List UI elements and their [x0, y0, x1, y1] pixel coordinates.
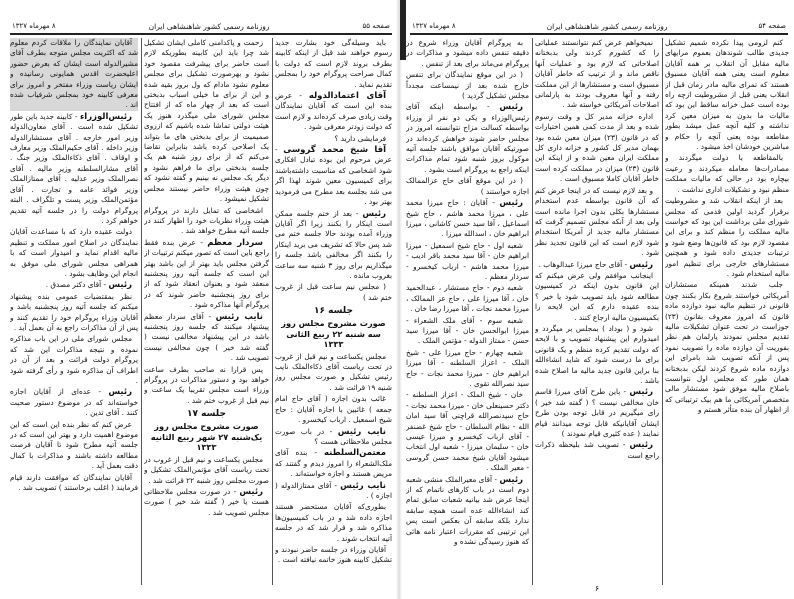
paragraph-text: اداره خزانه مدیر کل و وقت رسوم شده و بعد از مدت کمی همین اختیارات که در قانون (۲۳) میزان معین شده بود بهمان مدیر کل کشور و خزانه داری کل مملکت ایران معین شده و از اینکه این قانون (۲۳) میزان در مملکت کرده است خاطر آقایان کاملا مسبوق است . [535, 111, 659, 184]
paragraph [406, 102, 529, 175]
paragraph [275, 502, 392, 544]
paragraph-text: شعبه چهارم - حاج میرزا علی - شیخ الملک - اعزاز السلطنه - آقا میرزا ابراهیم خان - میرزا محمد نجات - حاج سید نصرالله تقوی . [406, 347, 529, 388]
paragraph [144, 206, 269, 237]
session-subheading: صورت مشروح مجلس روز سه شنبه ۲۲ ربیع الثانی ۱۳۳۳ [281, 318, 386, 350]
paragraph [406, 38, 529, 69]
paragraph-text: بعد از اینکه انقلاب شد و مشروطیت برقرار گردید اولین قدمی که مجلس شورای ملی برداشت این بود که خواست مالیه مملکت را منظم کند و برای این مقصود لازم بود که قانون‌ها وضع شود و ترتیبات جدیدی داده شود و همچنین مستشارهای خارجی برای تنظیم امور مالیه استخدام شود . [665, 196, 789, 278]
paragraph [275, 145, 392, 207]
paragraph [535, 324, 659, 386]
paragraph [10, 420, 138, 472]
paragraph-text: پس قرارا نه صاحب بطرف ساعت خواهد بود و دستور مذاکرات در پروگرام وزراء است مجلس تقریبا یک ساعت و نیم قبل از غروب ختم شد . [144, 364, 269, 405]
speaker-name: معتمن‌السلطنه [323, 448, 386, 459]
paragraph-text: به پروگرام آقایان وزراء شروع در دقیقه تنفس داده میشود و مذاکرات در پروگرام می‌ماند برای بعد از تنفس . [406, 38, 529, 68]
column-divider [662, 38, 663, 585]
paragraph [275, 394, 392, 425]
paragraph-text: شود و ( بوداد ) بمجلس بر میگردد و امیدوارم این پیشنهاد تصویب و با لایحه که دولت تقدیم کرده منظم و یک قانونی برای ما درست شود که شاید انشاءالله بنا براین قانون جدید مالیه ما اصلاح شده باشد . [535, 323, 659, 385]
paragraph [406, 70, 529, 101]
speaker-name: رئیس [362, 208, 386, 219]
paragraph-text: و بعد لازم نیست که در اینجا عرض کنم که آن قانون بواسطه عدم استخدام مستشارها بکلی بدون اجرا مانده است ولی بعد از آنکه مجلس تصمیم گرفت که مستشار مالیه جدید از آمریکا استخدام شود لازم است که این قانون تجدید نظر شود . [535, 185, 659, 258]
paragraph-text: - آقای دکتر مصدق . [45, 280, 109, 290]
text-column [406, 38, 529, 581]
header-rule [410, 33, 788, 35]
paragraph [10, 292, 138, 334]
paragraph [275, 282, 392, 303]
speaker-name: رئیس [108, 387, 132, 398]
newspaper-title: روزنامه رسمی کشور شاهنشاهی ایران [148, 21, 270, 31]
paragraph-text: غائب بدون اجازه ( آقای حاج امام جمعه ) غائبین با اجازه آقایان : حاج شیخ اسمعیل . ارباب کیخسرو . [275, 394, 392, 425]
folio-number: ۶ [594, 584, 600, 593]
paragraph [275, 448, 392, 479]
paragraph [10, 473, 138, 494]
paragraph [535, 440, 659, 461]
paragraph [144, 455, 269, 486]
session-heading: جلسه ۱۷ [187, 409, 226, 420]
speaker-name: رئیس [629, 440, 653, 451]
paragraph-text: مجلس یکساعت و نیم قبل از غروب در تحت ریاست آقای مؤتمن‌الملک تشکیل و صورت مجلس روز شنبه ۲۲ قرائت شد . [144, 454, 269, 485]
speaker-name: رئیس [629, 259, 653, 270]
paragraph-text: - تصویب شد بلیحظه ذکرات راجع است [535, 440, 659, 460]
paragraph-text: جلب شدند همینکه مستشاران آمریکائی خواستند شروع بکار بکنند چون قانونی در تنظیم مالیه نبود دوازده ماده قانون که امروز معروف بقانون (۲۳) جوزاست در تحت عنوان تشکیلات مالیه تقدیم مجلس نمودند پارلمان هم نظر بفوریت آن دوازده ماده را تصویب نمود پس از آنکه تصویب شد بامرای این دوازده ماده شروع کردند لیکن بدبختانه همان طور که مجلس اول نتوانست باصلاح مالیه موفق شود مستشار مالی متخصص آمریکائی ما هم بیک ترتیباتی که از اظهار آن بنده متأثر هستم و [665, 280, 789, 415]
paragraph [535, 387, 659, 439]
paragraph [144, 487, 269, 518]
paragraph-text: - کابینه جدید باین طور تشکیل شده است . آقای معاون‌الدوله وزیر امور خارجه . آقای مستشارالدوله وزیر داخله . آقای حکیم‌الملک وزیر معارف و اوقاف . آقای ذکاءالملک وزیر جنگ . آقای مشارالسلطنه وزیر مالیه . آقای نصرالملک وزیر عدلیه . آقای ممتازالملک وزیر فوائد عامه و تجارت . آقای مؤتمن‌الملک وزیر پست و تلگراف . البته پروگرام دولت را در جلسه آتیه تقدیم خواهم کرد . [10, 111, 138, 225]
text-column [535, 38, 659, 581]
speaker-name: نایب رئیس [340, 480, 386, 491]
paragraph-text: - آقای سردار معظم پیشنهاد میکنند که جلسه روز پنجشنبه باشد در این پیشنهاد مخالفی نیست ( گفته شد خیر ) چون مخالفی نیست تصویب شد . [144, 311, 269, 363]
paragraph-text: - بنده آقای ملک‌الشعراء را امروز دیدم و گفتند که مریض هستند و اجازه خواسته‌اند . [275, 448, 392, 479]
paragraph-text: زحمت و پاکدامنی کاملی ایشان تشکیل شد چرا باید این کابینه بطوریکه لازم است حاضر برای پیشرفت مقصود خود نشود و بهرصورت تشکیل برای مجلس معلوم نشود مادام که ول بروز بقیه شده و این از برای ما خیلی اسباب بدبختی است که بعد از چهار ماه که از افتتاح مجلس شورای ملی میگذرد هنوز یک هیئت دولتی تماشا شده باشیم که ازروی صمیمیت از برای بدبختی های ما بتواند یک اصلاحی کرده باشد بنابراین تقاضا می‌کنم که از برای روز شنبه هم یک جلسه بدبختی برای ما فراهم نشود و دیگر یک مجلس نه بینیم و گفته نشود که چون هیئت وزراء حاضر نیستند مجلس تشکیل نمیشود . [144, 38, 269, 204]
speaker-name: آقا شیخ محمد گروسی [283, 145, 386, 156]
paragraph-text: نمیخواهم عرض کنم نتوانستند عملیاتی را که کشورم کردند ولی بدبختانه اصلاحاتی که لازم بود و عملیات آنها ناقص ماند و از ترتیب که خاطر آقایان مسبوق است و مستشارها از این مملکت رفته و آنها معروف بودند به پارلمانی اصلاحات آمریکائی خواسته شد . [535, 38, 659, 110]
paragraph [275, 91, 392, 133]
paragraph-text: - در باب صورت مجلس ملاحظاتی هست ؟ [275, 426, 392, 446]
paragraph-text: بالمقاطعه با دولت میگردند و مصادرات‌ها معامله میکردند و رعیت بیچاره بود در حالی که مالیات مملکت منظم نبود و تشکیلات اداری نداشت . [665, 153, 789, 194]
paragraph-text: اینجانب موافقم ولی عرض میکنم که این قانون بدون اینکه در کمیسیون مطالعه شود باید تصویب شود یا خیر ؟ بنده عقیده دارم که این لایحه را بکمیسیون مالیه ارجاع کنند . [535, 270, 659, 322]
paragraph [144, 38, 269, 205]
speaker-name: نایب رئیس [215, 311, 263, 322]
paragraph [406, 283, 529, 314]
paragraph-text: - آقای حاج میرزا عبدالوهاب . [538, 259, 630, 269]
paragraph [10, 38, 138, 111]
speaker-name: رئیس [499, 102, 523, 113]
paragraph [406, 390, 529, 473]
paragraph [406, 198, 529, 240]
speaker-name: نایب رئیس [337, 426, 386, 437]
speaker-name: رئیس [108, 280, 132, 291]
paragraph-text: آقایان نمایندگان را ملاقات کردم معلوم شد که اکثریت مجلس متوجه بطرف آقای مشیرالدوله است ایشان که بعرض حضور اعلیحضرت اقدس همایونی رسانیده و ایشان ریاست وزراء مفتخر و امروز برای معرفی کابینه خود بمجلس شرفیاب شده اند . [10, 38, 138, 110]
paragraph [275, 134, 392, 144]
speaker-name: سردار معظم [207, 237, 264, 248]
paragraph [665, 196, 789, 279]
paragraph-text: مجلس شورای ملی در این باب مذاکره نموده و نتیجه مذاکرات این شد که پروگرام دولت قرائت و بعد از آن در اطراف آن مذاکره شود و رأی گرفته شود . [10, 334, 138, 385]
paragraph [406, 316, 529, 347]
paragraph-text: نظر بمقتضیات عمومی بنده پیشنهاد میکنم که جلسه آتیه روز پنجشنبه باشد و آقایان وزراء پروگرام خود را تقدیم کنند و پس از آن مذاکرات راجع به آن بعمل آید . [10, 291, 138, 332]
paragraph [665, 38, 789, 152]
paragraph-text: اشخاصی که تمایل دارند در پروگرام هیئت وزراء نظریات خود را اظهار کنند در جلسه آتیه مطرح خواهد شد . [144, 205, 269, 236]
paragraph-text: - عرض بنده این است که آقایان نمایندگان وقت زیادی صرف کرده‌اند و لازم است که دولت زودتر معرفی شود . [275, 91, 392, 132]
paragraph-text: - در صورت مجلس ملاحظاتی هست یا خیر ( گفته شد خیر ) صورت مجلس تصویب شد . [144, 486, 269, 517]
text-column [10, 38, 138, 591]
paragraph [275, 545, 392, 566]
paragraph-text: - عرض بنده فقط راجع باین است که تصور میکنم ترتیبات از گرفتن مجلس باید بهتر از این باشد بهتر این است که جلسه آتیه روز پنجشنبه منعقد شود و بعنوان انعقاد شود که از برای روز پنجشنبه حاضر شوند که در پروگرام آنها مذاکره شود . [144, 237, 269, 310]
paragraph [275, 352, 392, 394]
paragraph [275, 38, 392, 90]
paragraph [275, 481, 392, 502]
column-divider [272, 38, 273, 585]
column-divider [141, 38, 142, 585]
right-page [400, 0, 794, 599]
paragraph-text: - بعد از ختم جلسه ممکن است اینکار را بکنند زیرا اگر آقایان وزراء آمده بودند حالا جلسه ختم می شد پس حالا که تشریف می برید اینکار را بکنند اگر مخالفی باشد جلسه را میگذاریم برای روز ۳ شنبه سه ساعت بغروب مانده . [275, 208, 392, 280]
issue-date: ۸ مهرماه ۱۳۲۷ [12, 22, 56, 30]
text-column [275, 38, 392, 591]
paragraph-text: - بواسطه اینکه آقای رئیس‌الوزراء و یکی دو نفر از وزراء بواسطه کسالت مزاج نتوانسته امروز در مجلس حاضر شوند خواهش کرده‌اند در صورتیکه آقایان موافق باشند جلسه آتیه موکول بروز شنبه شود تمام مذاکرات اینکه راجع به پروگرام است بشود . [406, 102, 529, 174]
paragraph-text: شعبه اول - حاج شیخ اسمعیل - میرزا ابراهیم خان - آقا سید محمد باقر ادیب - میرزا محمد هاشم - ارباب کیخسرو - سردار معظم . [406, 240, 529, 281]
speaker-name: رئیس [499, 474, 523, 485]
paragraph [535, 260, 659, 270]
paragraph [406, 176, 529, 197]
header-rule [10, 33, 392, 35]
paragraph-text: شعبه سوم - آقای ملک الشعراء - میرزا ابوالحسن خان - آقا میرزا سید حسن - ممتاز الدوله - مؤتمن الملک . [406, 315, 529, 346]
paragraph [10, 227, 138, 279]
paragraph [535, 271, 659, 323]
paragraph [535, 112, 659, 185]
page-header [412, 20, 786, 32]
page-number-label: صفحه ۵۴ [758, 22, 786, 30]
paragraph-text: کنم لزومی پیدا نکرده شمیم تشکیل جدیدی طالب شوندهان بعموم مرایهای مالیه مقابل آن انقلاب بر همه آقایان معلوم است یعنی همه آقایان مسبوق هستند که تمرای مالیه مادر زمان قبل از انقلاب یعنی قبل از مشروطیت ازچه راه بوده است عمل خزانه ساقط این بود که مالیات ما بدون به میزان معین کرد نداشته و کلیه آنچه عمل میشد بطور مقاطعه بوده یعنی آنچه را حکام و مباشرین خودشان اخذ میشود . [665, 38, 789, 152]
speaker-name: رئیس [239, 486, 263, 497]
paragraph-text: ( مجلس نیم ساعت قبل از غروب ختم شد ) [275, 282, 392, 302]
paragraph [406, 241, 529, 283]
text-column [665, 38, 789, 581]
column-divider [532, 38, 533, 585]
session-heading: جلسه ۱۶ [314, 306, 353, 317]
paragraph [535, 38, 659, 111]
paragraph-text: - عده‌ای از آقایان اجازه خواسته‌اند که در موضوع دستور صحبت کنند . آقای تدین . [10, 387, 138, 418]
paragraph [275, 427, 392, 448]
paragraph-text: ( در این موقع آقای حاج عزالممالک اجازه خواستند ) [406, 176, 529, 196]
paragraph-text: بطوری‌که آقایان مستحضر هستند اجازه داده شد و در باب کمیسیون‌ها مذاکره شد و قرار شد که در جلسه آتیه انتخاب شوند . [275, 502, 392, 543]
paragraph [10, 112, 138, 226]
paragraph-text: ( در این موقع نمایندگان برای تنفس خارج شده بعد از نیمساعت مجدداً مجلس تشکیل گردید ) [406, 70, 529, 101]
newspaper-title: روزنامه رسمی کشور شاهنشاهی ایران [546, 21, 668, 31]
paragraph-text: عرض کنم که نظر بنده این است که این موضوع اهمیت دارد و بهتر این است که در جلسه آتیه مطرح شود تا آقایان فرصت مطالعه داشته باشند و مذاکرات با کمال دقت بعمل آید . [10, 419, 138, 471]
paragraph-text: - باین طرح آقای میرزا قاسم خان مخالفی نیست ؟ ( گفته شد خیر ) رای میگیریم در قابل توجه بودن طرح ایشان آقایانیکه قابل توجه میدانند قیام نمایند ( عده کثیری قیام نمودند ) [535, 387, 659, 439]
paragraph-text: آقایان نمایندگان که موافقت دارند قیام فرمایند ( اغلب برخاستند ) تصویب شد . [10, 472, 138, 493]
paragraph [275, 209, 392, 282]
speaker-name: رئیس [629, 387, 653, 398]
paragraph-text: خان - شیخ الملک - اعزاز السلطنه - دکتر حسینعلی خان - میرزا محمد نجات - حاج سیدنصرالله قراچنی آقا سید امان الله - نظام السلطان - حاج شیخ غضنفر - آقای ارباب کیخسرو و میرزا عیسی خان - سلیمان میرزا - شعبه اول انتخاب میشود آقایان شیخ محمد حسن گروسی - معیر الملک . [406, 390, 529, 473]
paragraph-text: فرمایشی دارید ؟ [334, 133, 386, 143]
paragraph [144, 238, 269, 311]
paragraph [10, 334, 138, 386]
speaker-name: رئیس [499, 198, 523, 209]
paragraph [144, 365, 269, 407]
paragraph-text: مجلس یکساعت و نیم قبل از غروب در تحت ریاست آقای ذکاءالملک نایب رئیس تشکیل و صورت مجلس روز شنبه ۱۹ قرائت شد . [275, 351, 392, 392]
paragraph-text: شعبه دوم - حاج مستشار ، عبدالحمید خان ، آقا میرزا علی ، حاج عز الممالک ، میرزا محمد نجات ، آقا میرزا رضا خان . [406, 283, 529, 314]
paragraph-text: - عرض مرحوم این بوده تبادل افکاری شود اشخاصی که مناسبت داشته‌باشند برای کمیسیون معین شوند لهذا اگر می شد بجلسه بعد مطرح می فرمودید بهتر بود . [275, 145, 392, 207]
paragraph [10, 387, 138, 418]
page-number-label: صفحه ۵۵ [362, 22, 390, 30]
paragraph [535, 186, 659, 259]
speaker-name: آقای اعتمادالدوله [308, 91, 386, 102]
paragraph-text: آقایان وزراء در جلسه حاضر نبودند و تشکیل کابینه هنوز خاتمه نیافته است . [275, 544, 392, 565]
text-column [144, 38, 269, 591]
paragraph-text: دولت عقیده دارد که با مساعدت آقایان نمایندگان در اصلاح امور مملکت و تنظیم مالیه اقدام نماید و امیدوار است که با همراهی مجلس شورای ملی موفق به انجام این وظایف بشود . [10, 227, 138, 278]
page-header [12, 20, 390, 32]
paragraph-text: - آقایان : حاج میرزا محمد علی ، میرزا محمد هاشم ، حاج شیخ اسماعیل ، آقا سید حسن کاشانی ، میرزا ابراهیم خان ، اسدالله میرزا . [406, 198, 529, 239]
paragraph [406, 348, 529, 390]
session-subheading: صورت مشروح مجلس روز یک‌شنبه ۲۷ شهر ربیع الثانیه ۱۳۳۳ [150, 421, 263, 453]
paragraph [665, 153, 789, 195]
speaker-name: رئیس‌الوزراء [79, 111, 132, 122]
issue-date: ۸ مهرماه ۱۳۲۷ [412, 22, 456, 30]
paragraph [144, 312, 269, 364]
paragraph-text: - آقای ممتاز‌الدوله ( اجازه ) . [275, 480, 392, 500]
paragraph-text: - آقای معیرالملک منشی شعبه دوم است در باب کارهای ناتمام که از اینجا عرض شد بیانیه شعبات سابق تمام کند انشاءالله عده است همچه سابقه ندارد بلکه سابقه آن بعکس است پس این ترتیبی که مقررات اعتبار نامه هائی که هنوز رسیدگی نشده و [406, 474, 529, 547]
paragraph [10, 280, 138, 290]
paragraph [665, 280, 789, 415]
paragraph-text: باید وسیله‌گی خود بشارت جدید رسوم خواهند شد قبل از اینکه کابینه بطرف بروند لازم است که دولت با کمال صراحت پروگرام خود را بمجلس تقدیم نماید . [275, 38, 392, 89]
paragraph [406, 475, 529, 548]
